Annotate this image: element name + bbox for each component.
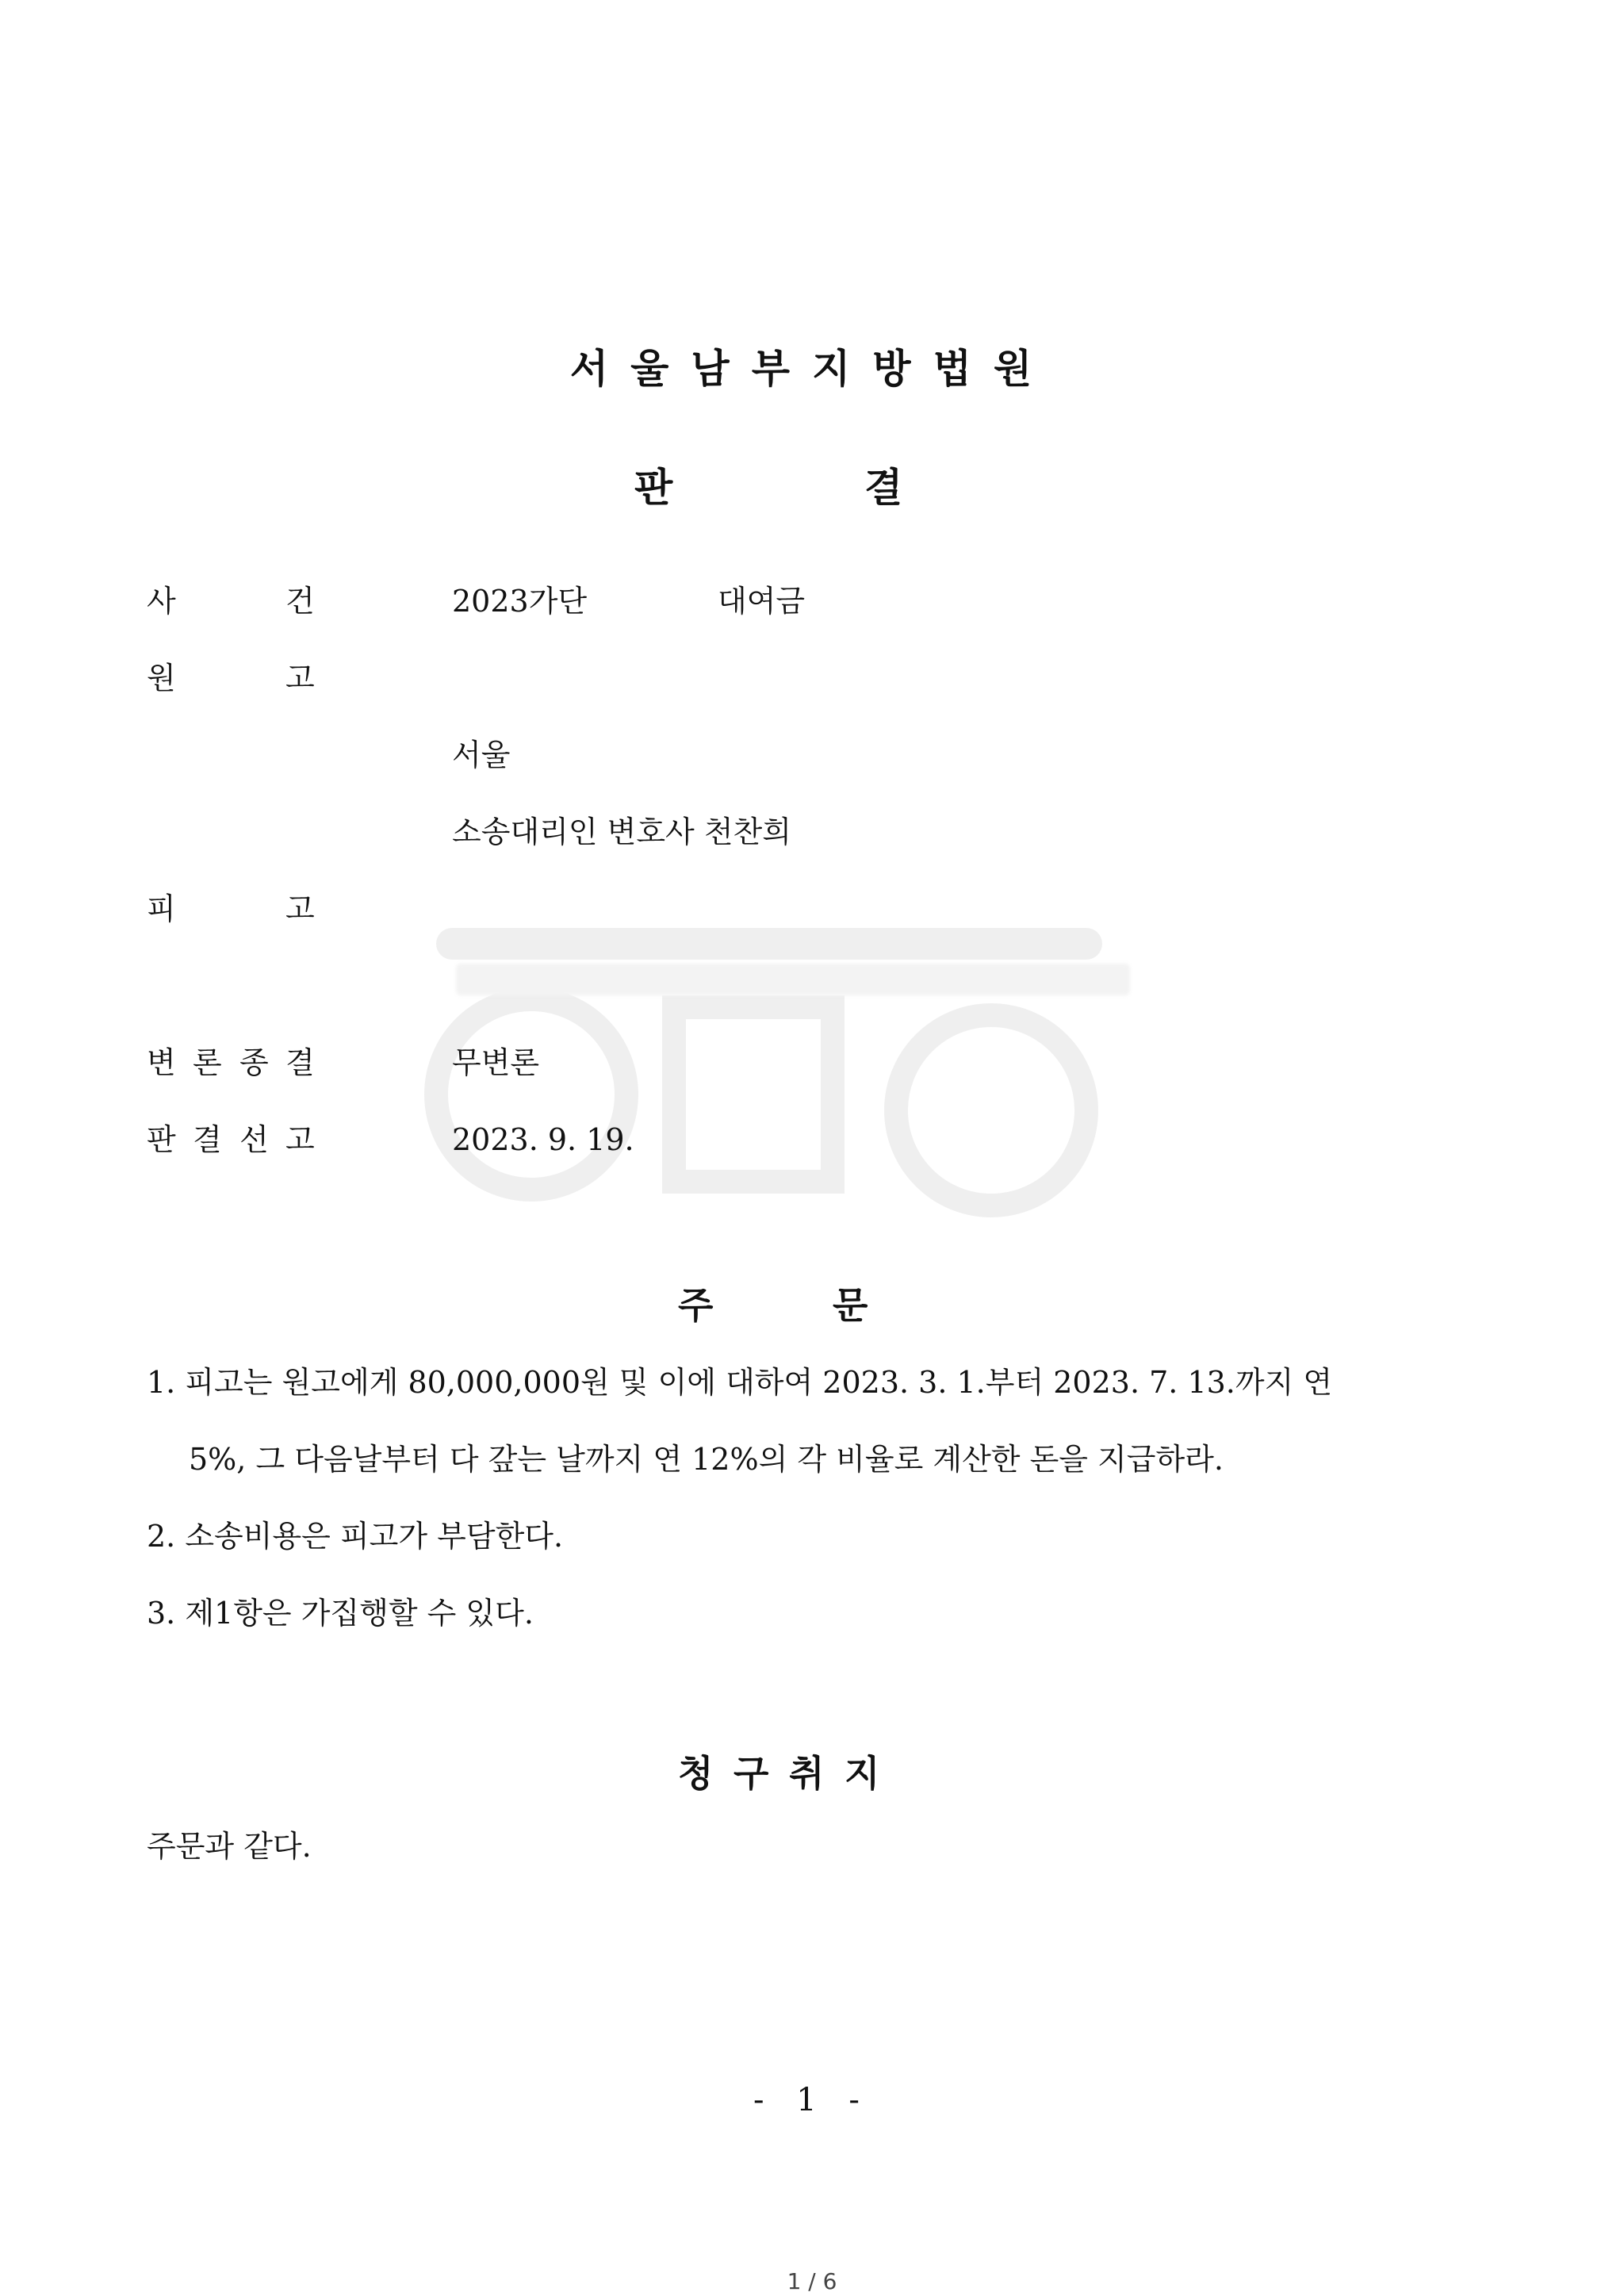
closing-label-char-4: 결	[285, 1045, 315, 1080]
page-number: - 1 -	[753, 2082, 871, 2118]
closing-label-char-3: 종	[239, 1045, 269, 1080]
defendant-label-char-1: 피	[147, 891, 176, 926]
claim-title-char-3: 취	[789, 1752, 825, 1795]
decision-label-char-4: 고	[285, 1122, 315, 1157]
redaction-block	[456, 964, 1130, 995]
decision-label-char-1: 판	[147, 1122, 176, 1157]
order-title-char-2: 문	[833, 1284, 868, 1327]
document-title-char-1: 판	[634, 465, 673, 511]
plaintiff-label-char-2: 고	[285, 661, 315, 696]
plaintiff-address: 서울	[452, 738, 511, 772]
case-label-char-1: 사	[147, 584, 176, 619]
defendant-label-char-2: 고	[285, 891, 315, 926]
decision-date: 2023. 9. 19.	[452, 1122, 634, 1157]
order-item-1: 1. 피고는 원고에게 80,000,000원 및 이에 대하여 2023. 3. 1.부터 2023. 7. 13.까지 연	[147, 1365, 1333, 1400]
order-item-3: 3. 제1항은 가집행할 수 있다.	[147, 1596, 534, 1631]
court-name: 서울남부지방법원	[569, 346, 1055, 392]
closing-label-char-1: 변	[147, 1045, 176, 1080]
case-label-char-2: 건	[285, 584, 315, 619]
decision-label-char-3: 선	[239, 1122, 269, 1157]
order-item-2: 2. 소송비용은 피고가 부담한다.	[147, 1519, 564, 1554]
closing-value: 무변론	[452, 1045, 540, 1080]
case-number: 2023가단	[452, 584, 588, 619]
decision-label-char-2: 결	[193, 1122, 222, 1157]
claim-text: 주문과 같다.	[147, 1829, 312, 1864]
closing-label-char-2: 론	[193, 1045, 222, 1080]
plaintiff-attorney: 소송대리인 변호사 천찬희	[452, 815, 791, 849]
claim-title-char-1: 청	[678, 1752, 714, 1795]
case-name: 대여금	[718, 584, 806, 619]
order-title-char-1: 주	[678, 1284, 714, 1327]
order-item-1-continued: 5%, 그 다음날부터 다 갚는 날까지 연 12%의 각 비율로 계산한 돈을 지급하라.	[189, 1442, 1224, 1477]
claim-title-char-2: 구	[733, 1752, 769, 1795]
pdf-page-counter: 1 / 6	[787, 2268, 837, 2294]
document-title-char-2: 결	[864, 465, 903, 511]
claim-title-char-4: 지	[845, 1752, 880, 1795]
plaintiff-label-char-1: 원	[147, 661, 176, 696]
